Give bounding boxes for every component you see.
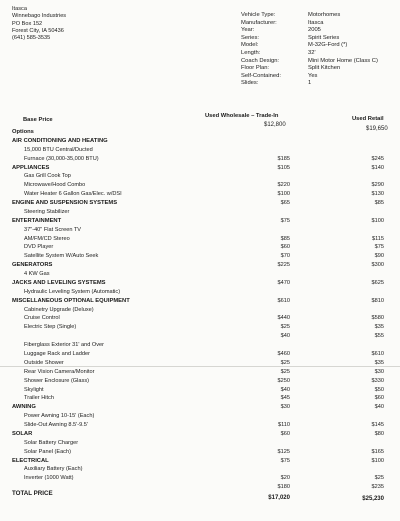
dealer-line: Itasca — [12, 6, 27, 12]
section-heading: SOLAR — [12, 430, 33, 437]
retail-value: $75 — [374, 244, 384, 251]
section-heading: GENERATORS — [12, 262, 53, 269]
option-label: Slide-Out Awning 8.5'-9.5' — [24, 422, 88, 429]
retail-value: $145 — [371, 422, 384, 429]
trade-in-value: $25 — [280, 324, 290, 331]
section-heading: MISCELLANEOUS OPTIONAL EQUIPMENT — [12, 297, 130, 304]
option-label: Power Awning 10-15' (Each) — [24, 413, 95, 420]
option-label: Solar Panel (Each) — [24, 448, 71, 455]
vehicle-info-value: M-32G-Ford (*) — [308, 42, 348, 49]
section-heading: ENGINE AND SUSPENSION SYSTEMS — [12, 200, 118, 207]
option-label: Cabinetry Upgrade (Deluxe) — [24, 306, 94, 313]
trade-in-value: $25 — [280, 368, 290, 375]
retail-value: $100 — [371, 457, 384, 464]
retail-value: $610 — [371, 351, 384, 357]
trade-in-value: $470 — [277, 279, 290, 286]
dealer-line: Winnebago Industries — [12, 13, 67, 20]
option-label: Auxiliary Battery (Each) — [24, 466, 83, 473]
option-label: Outside Shower — [24, 359, 64, 366]
total-retail: $25,230 — [362, 496, 384, 502]
retail-value: $140 — [371, 164, 384, 171]
option-label: 15,000 BTU Central/Ducted — [24, 146, 93, 153]
retail-value: $30 — [374, 368, 384, 375]
retail-value: $290 — [371, 182, 384, 189]
retail-value: $810 — [371, 297, 384, 304]
vehicle-info-value: 2005 — [308, 27, 321, 34]
option-label: Microwave/Hood Combo — [24, 182, 86, 189]
trade-in-value: $75 — [280, 217, 290, 224]
option-label: Gas Grill Cook Top — [24, 173, 71, 180]
retail-column-header: Used Retail — [352, 116, 384, 122]
retail-value: $40 — [374, 404, 384, 411]
option-label: Luggage Rack and Ladder — [24, 351, 90, 357]
option-row — [0, 484, 400, 494]
option-label: Inverter (1000 Watt) — [24, 475, 74, 482]
section-heading: AIR CONDITIONING AND HEATING — [12, 137, 108, 144]
retail-value: $625 — [371, 279, 384, 286]
option-label: Fiberglass Exterior 31' and Over — [24, 342, 105, 349]
option-label: Furnace (30,000-35,000 BTU) — [24, 155, 99, 162]
option-label: 37"-40" Flat Screen TV — [24, 226, 82, 233]
total-trade-in: $17,020 — [268, 495, 290, 501]
retail-value: $330 — [371, 377, 384, 384]
option-label: Shower Enclosure (Glass) — [24, 377, 89, 384]
trade-in-value: $125 — [277, 448, 290, 455]
vehicle-info-label: Coach Design: — [241, 57, 280, 64]
section-heading: AWNING — [12, 404, 36, 411]
trade-in-value: $85 — [280, 235, 290, 242]
trade-in-value: $40 — [280, 333, 290, 340]
option-label: Cruise Control — [24, 315, 60, 322]
section-heading: APPLIANCES — [12, 164, 50, 171]
option-label: AM/FM/CD Stereo — [24, 235, 70, 242]
vehicle-info-label: Model: — [241, 42, 259, 49]
retail-value: $115 — [371, 235, 384, 242]
option-label: Hydraulic Leveling System (Automatic) — [24, 288, 121, 295]
retail-value: $60 — [374, 395, 384, 402]
option-label: Rear Vision Camera/Monitor — [24, 368, 95, 375]
trade-in-value: $65 — [280, 200, 290, 207]
section-heading: ENTERTAINMENT — [12, 217, 62, 224]
retail-value: $35 — [374, 359, 384, 366]
vehicle-info-value: Spirit Series — [308, 34, 340, 41]
option-label: Water Heater 6 Gallon Gas/Elec. w/DSI — [24, 191, 122, 198]
dealer-line: (641) 585-3535 — [12, 35, 51, 42]
retail-value: $580 — [371, 315, 384, 322]
vehicle-info-value: Motorhomes — [308, 12, 341, 18]
option-label: Electric Step (Single) — [24, 324, 77, 331]
dealer-line: Forest City, IA 50436 — [12, 27, 64, 34]
retail-value: $35 — [374, 324, 384, 331]
trade-in-value: $105 — [277, 164, 290, 171]
retail-value: $80 — [374, 430, 384, 437]
trade-in-value: $20 — [280, 475, 290, 482]
retail-value: $25 — [374, 475, 384, 482]
trade-in-value: $460 — [277, 351, 290, 357]
trade-in-value: $110 — [277, 422, 290, 429]
vehicle-info-value: 32' — [308, 49, 316, 56]
trade-in-value: $220 — [277, 182, 290, 189]
trade-in-value: $40 — [280, 386, 290, 393]
vehicle-info-label: Vehicle Type: — [241, 12, 276, 18]
vehicle-info-label: Year: — [241, 27, 255, 34]
trade-in-value: $70 — [280, 253, 290, 260]
vehicle-info-label: Floor Plan: — [241, 65, 270, 72]
vehicle-info-value: Yes — [308, 72, 318, 79]
trade-in-value: $30 — [280, 404, 290, 411]
trade-in-value: $250 — [277, 377, 290, 384]
trade-in-value: $45 — [280, 395, 290, 402]
vehicle-info-label: Self-Contained: — [241, 72, 281, 79]
trade-in-value: $440 — [277, 315, 290, 322]
trade-in-value: $225 — [277, 262, 290, 269]
option-label: Trailer Hitch — [24, 395, 54, 402]
vehicle-info-label: Series: — [241, 34, 260, 41]
retail-value: $55 — [374, 333, 384, 340]
section-heading: JACKS AND LEVELING SYSTEMS — [12, 279, 106, 286]
trade-in-value: $100 — [277, 191, 290, 198]
section-heading: ELECTRICAL — [12, 457, 49, 464]
vehicle-info-value: Mini Motor Home (Class C) — [308, 57, 378, 64]
retail-value: $85 — [374, 200, 384, 207]
vehicle-info-value: Split Kitchen — [308, 65, 341, 72]
retail-value: $130 — [371, 191, 384, 198]
trade-in-value: $25 — [280, 359, 290, 366]
option-label: 4 KW Gas — [24, 271, 50, 278]
option-label: Steering Stabilizer — [24, 208, 70, 215]
section-heading: Options — [12, 129, 34, 135]
trade-in-value: $185 — [277, 155, 290, 162]
trade-in-value: $60 — [280, 244, 290, 251]
trade-in-value: $610 — [277, 297, 290, 304]
retail-value: $300 — [371, 262, 384, 269]
option-label: Satellite System W/Auto Seek — [24, 253, 99, 260]
vehicle-info-label: Manufacturer: — [241, 19, 277, 26]
base-price-trade-in: $12,800 — [264, 122, 286, 128]
trade-in-value: $60 — [280, 430, 290, 437]
vehicle-info-label: Slides: — [241, 80, 259, 87]
option-label: Solar Battery Charger — [24, 439, 79, 446]
retail-value: $90 — [374, 253, 384, 260]
option-label: DVD Player — [24, 244, 54, 251]
trade-in-value: $180 — [277, 484, 290, 491]
vehicle-info-value: Itasca — [308, 19, 324, 26]
base-price-label: Base Price — [23, 117, 53, 123]
base-price-retail: $19,650 — [366, 126, 388, 132]
option-label: Skylight — [24, 386, 44, 393]
page-crease — [0, 366, 400, 367]
dealer-line: PO Box 152 — [12, 20, 43, 27]
total-price-label: TOTAL PRICE — [12, 490, 53, 497]
retail-value: $235 — [371, 484, 384, 491]
vehicle-info-value: 1 — [308, 80, 312, 87]
retail-value: $50 — [374, 386, 384, 393]
trade-in-value: $75 — [280, 457, 290, 464]
vehicle-info-label: Length: — [241, 49, 261, 56]
trade-in-column-header: Used Wholesale – Trade-In — [205, 113, 279, 119]
retail-value: $165 — [371, 448, 384, 455]
retail-value: $245 — [371, 155, 384, 162]
retail-value: $100 — [371, 217, 384, 224]
